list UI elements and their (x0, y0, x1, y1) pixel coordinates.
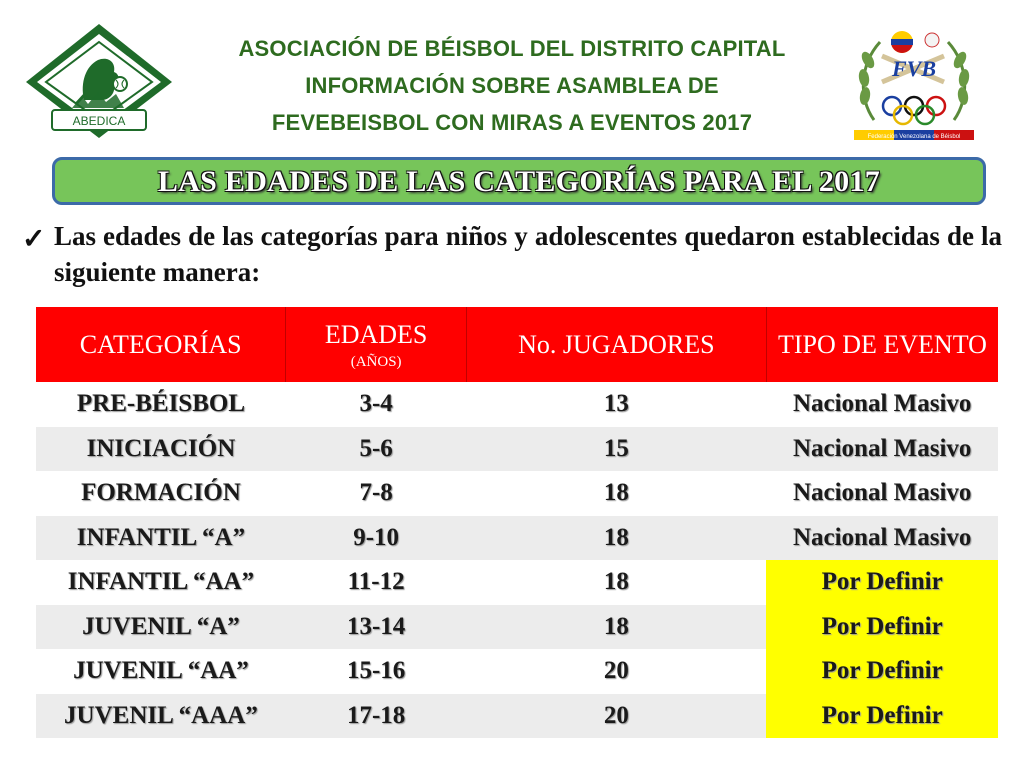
cell-tipo: Por Definir (766, 694, 998, 739)
section-banner (52, 157, 986, 205)
lion-baseball-diamond-logo-icon (24, 22, 174, 140)
cell-categoria: INICIACIÓN (36, 427, 286, 472)
header-categorias (36, 307, 286, 382)
cell-tipo: Nacional Masivo (766, 382, 998, 427)
cell-edades: 13-14 (286, 605, 466, 650)
cell-edades: 9-10 (286, 516, 466, 561)
cell-tipo: Nacional Masivo (766, 516, 998, 561)
cell-jugadores: 15 (466, 427, 766, 472)
intro-paragraph (22, 218, 1002, 290)
cell-jugadores: 18 (466, 605, 766, 650)
cell-edades: 3-4 (286, 382, 466, 427)
cell-jugadores: 20 (466, 649, 766, 694)
cell-tipo: Por Definir (766, 605, 998, 650)
cell-jugadores: 18 (466, 560, 766, 605)
fvb-ribbon-text: Federación Venezolana de Béisbol (867, 134, 961, 140)
header-line-1: ASOCIACIÓN DE BÉISBOL DEL DISTRITO CAPITAL (238, 36, 786, 61)
banner-title: LAS EDADES DE LAS CATEGORÍAS PARA EL 2017 (157, 165, 881, 198)
header-tipo-label: TIPO DE EVENTO (777, 329, 987, 359)
cell-categoria: JUVENIL “AAA” (36, 694, 286, 739)
table-row (36, 427, 998, 472)
cell-edades: 7-8 (286, 471, 466, 516)
abedica-logo-label: ABEDICA (72, 114, 126, 128)
cell-edades: 11-12 (286, 560, 466, 605)
table-row (36, 382, 998, 427)
cell-categoria: INFANTIL “AA” (36, 560, 286, 605)
table-row (36, 649, 998, 694)
table-row (36, 516, 998, 561)
checkmark-icon: ✓ (22, 223, 46, 254)
cell-edades: 15-16 (286, 649, 466, 694)
fvb-laurel-olympic-rings-logo-icon (852, 20, 976, 148)
header-edades (286, 307, 466, 382)
cell-jugadores: 18 (466, 516, 766, 561)
header-title-block (180, 30, 844, 141)
table-row (36, 560, 998, 605)
table-row (36, 605, 998, 650)
header-line-3: FEVEBEISBOL CON MIRAS A EVENTOS 2017 (271, 110, 753, 135)
cell-tipo: Nacional Masivo (766, 471, 998, 516)
categories-table (36, 307, 998, 738)
cell-edades: 5-6 (286, 427, 466, 472)
table-row (36, 694, 998, 739)
cell-tipo: Por Definir (766, 649, 998, 694)
cell-categoria: JUVENIL “AA” (36, 649, 286, 694)
header-tipo (766, 307, 998, 382)
intro-text: Las edades de las categorías para niños y adolescentes quedaron establecidas de la siguiente manera: (54, 221, 1002, 287)
cell-jugadores: 18 (466, 471, 766, 516)
header-jugadores (466, 307, 766, 382)
header-jugadores-label: No. JUGADORES (518, 329, 715, 359)
cell-tipo: Por Definir (766, 560, 998, 605)
header-edades-label: EDADES (324, 319, 428, 349)
header-edades-sublabel: (AÑOS) (350, 353, 402, 370)
fvb-logo (852, 20, 976, 148)
abedica-logo (24, 22, 174, 140)
table-row (36, 471, 998, 516)
fvb-letters: FVB (891, 56, 937, 81)
cell-categoria: INFANTIL “A” (36, 516, 286, 561)
header-categorias-label: CATEGORÍAS (79, 329, 242, 359)
cell-categoria: JUVENIL “A” (36, 605, 286, 650)
table-header-row (36, 307, 998, 382)
header-line-2: INFORMACIÓN SOBRE ASAMBLEA DE (305, 73, 719, 98)
cell-edades: 17-18 (286, 694, 466, 739)
cell-categoria: PRE-BÉISBOL (36, 382, 286, 427)
cell-categoria: FORMACIÓN (36, 471, 286, 516)
cell-jugadores: 20 (466, 694, 766, 739)
cell-jugadores: 13 (466, 382, 766, 427)
cell-tipo: Nacional Masivo (766, 427, 998, 472)
